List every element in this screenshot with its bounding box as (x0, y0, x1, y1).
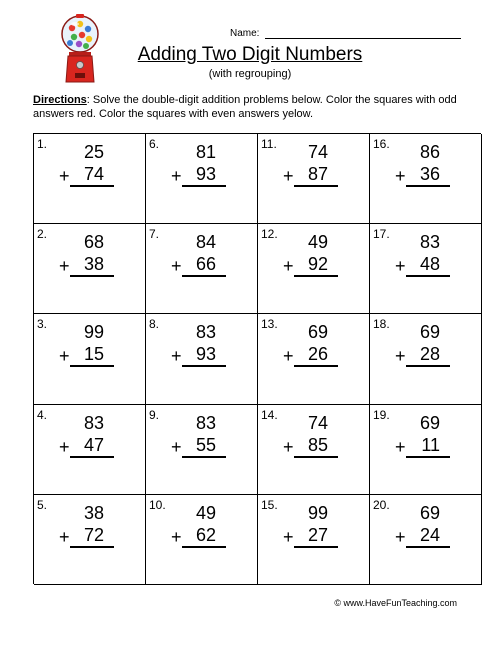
problem-cell[interactable] (146, 495, 258, 585)
plus-sign: + (171, 436, 182, 457)
problem-top-addend: 69 (307, 322, 328, 343)
problem-number: 3. (37, 317, 48, 332)
answer-line (406, 365, 450, 367)
directions (33, 93, 473, 121)
answer-line (70, 185, 114, 187)
plus-sign: + (395, 166, 406, 186)
plus-sign: + (59, 526, 70, 547)
answer-line (182, 546, 226, 548)
problem-top-addend: 74 (307, 142, 328, 162)
name-blank-line (265, 29, 461, 39)
problem-number: 15. (261, 497, 278, 512)
problem-cell[interactable] (34, 224, 146, 314)
plus-sign: + (395, 436, 406, 457)
problem-top-addend: 83 (195, 412, 216, 433)
problem-top-addend: 99 (307, 502, 328, 523)
plus-sign: + (59, 436, 70, 457)
name-label: Name: (230, 28, 260, 39)
answer-line (294, 456, 338, 458)
answer-line (182, 456, 226, 458)
answer-line (70, 365, 114, 367)
problem-number: 5. (37, 497, 48, 512)
problem-bottom-addend: 93 (195, 344, 216, 365)
plus-sign: + (283, 436, 294, 457)
problem-cell[interactable] (34, 495, 146, 585)
worksheet-title: Adding Two Digit Numbers (137, 44, 363, 65)
problem-top-addend: 83 (419, 232, 440, 253)
problem-cell[interactable] (370, 405, 482, 495)
problem-grid (33, 133, 481, 584)
problem-top-addend: 83 (83, 412, 104, 433)
problem-cell[interactable] (370, 314, 482, 404)
problem-bottom-addend: 47 (83, 434, 104, 455)
problem-cell[interactable] (258, 495, 370, 585)
problem-cell[interactable] (370, 134, 482, 224)
problem-top-addend: 99 (83, 322, 104, 343)
answer-line (406, 456, 450, 458)
problem-cell[interactable] (258, 134, 370, 224)
answer-line (294, 365, 338, 367)
problem-top-addend: 38 (83, 502, 104, 523)
plus-sign: + (283, 166, 294, 186)
copyright-footer: © www.HaveFunTeaching.com (334, 598, 457, 608)
plus-sign: + (171, 346, 182, 367)
problem-top-addend: 69 (419, 412, 440, 433)
problem-bottom-addend: 93 (195, 164, 216, 184)
problem-bottom-addend: 85 (307, 434, 328, 455)
answer-line (70, 546, 114, 548)
answer-line (294, 546, 338, 548)
problem-number: 11. (261, 137, 277, 151)
plus-sign: + (395, 526, 406, 547)
problem-top-addend: 68 (83, 232, 104, 253)
plus-sign: + (171, 256, 182, 277)
problem-bottom-addend: 11 (421, 434, 440, 455)
answer-line (406, 185, 450, 187)
problem-number: 19. (373, 407, 390, 422)
problem-cell[interactable] (34, 134, 146, 224)
problem-bottom-addend: 36 (419, 164, 440, 184)
problem-number: 6. (149, 137, 160, 151)
problem-bottom-addend: 15 (83, 344, 104, 365)
plus-sign: + (283, 256, 294, 277)
problem-cell[interactable] (370, 224, 482, 314)
problem-number: 18. (373, 317, 390, 332)
problem-cell[interactable] (370, 495, 482, 585)
problem-cell[interactable] (146, 134, 258, 224)
problem-bottom-addend: 26 (307, 344, 328, 365)
problem-cell[interactable] (34, 314, 146, 404)
plus-sign: + (283, 526, 294, 547)
plus-sign: + (59, 256, 70, 277)
problem-bottom-addend: 92 (307, 254, 328, 275)
problem-top-addend: 86 (419, 142, 440, 162)
plus-sign: + (59, 166, 70, 186)
problem-number: 14. (261, 407, 278, 422)
answer-line (182, 185, 226, 187)
problem-cell[interactable] (258, 224, 370, 314)
answer-line (70, 456, 114, 458)
problem-number: 8. (149, 317, 160, 332)
problem-bottom-addend: 55 (195, 434, 216, 455)
problem-number: 20. (373, 497, 390, 512)
plus-sign: + (395, 346, 406, 367)
problem-top-addend: 84 (195, 232, 216, 253)
problem-number: 13. (261, 317, 278, 332)
problem-cell[interactable] (146, 224, 258, 314)
answer-line (182, 275, 226, 277)
problem-number: 1. (37, 137, 48, 151)
problem-bottom-addend: 28 (419, 344, 440, 365)
problem-number: 17. (373, 227, 390, 242)
problem-bottom-addend: 66 (195, 254, 216, 275)
plus-sign: + (395, 256, 406, 277)
problem-top-addend: 25 (83, 142, 104, 162)
problem-bottom-addend: 48 (419, 254, 440, 275)
problem-top-addend: 83 (195, 322, 216, 343)
problem-top-addend: 69 (419, 502, 440, 523)
problem-bottom-addend: 38 (83, 254, 104, 275)
problem-number: 7. (149, 227, 160, 242)
worksheet-subtitle: (with regrouping) (208, 68, 292, 80)
problem-bottom-addend: 62 (195, 524, 216, 545)
problem-number: 4. (37, 407, 48, 422)
answer-line (70, 275, 114, 277)
plus-sign: + (171, 166, 182, 186)
problem-top-addend: 69 (419, 322, 440, 343)
answer-line (294, 185, 338, 187)
problem-bottom-addend: 72 (83, 524, 104, 545)
problem-cell[interactable] (146, 405, 258, 495)
problem-top-addend: 74 (307, 412, 328, 433)
problem-cell[interactable] (258, 405, 370, 495)
directions-label: Directions (33, 94, 87, 106)
answer-line (406, 275, 450, 277)
answer-line (406, 546, 450, 548)
name-field (230, 28, 461, 39)
problem-cell[interactable] (34, 405, 146, 495)
problem-top-addend: 81 (195, 142, 216, 162)
plus-sign: + (171, 526, 182, 547)
problem-number: 10. (149, 497, 166, 512)
problem-bottom-addend: 74 (83, 164, 104, 184)
problem-cell[interactable] (258, 314, 370, 404)
problem-number: 2. (37, 227, 48, 242)
problem-cell[interactable] (146, 314, 258, 404)
plus-sign: + (283, 346, 294, 367)
problem-top-addend: 49 (195, 502, 216, 523)
problem-number: 16. (373, 137, 390, 151)
answer-line (294, 275, 338, 277)
problem-bottom-addend: 24 (419, 524, 440, 545)
problem-top-addend: 49 (307, 232, 328, 253)
problem-number: 12. (261, 227, 278, 242)
problem-bottom-addend: 87 (307, 164, 328, 184)
problem-bottom-addend: 27 (307, 524, 328, 545)
directions-text: : Solve the double-digit addition problems below. Color the squares with odd answers red. Color the squares with even answers yelow. (33, 94, 457, 120)
answer-line (182, 365, 226, 367)
problem-number: 9. (149, 407, 160, 422)
plus-sign: + (59, 346, 70, 367)
